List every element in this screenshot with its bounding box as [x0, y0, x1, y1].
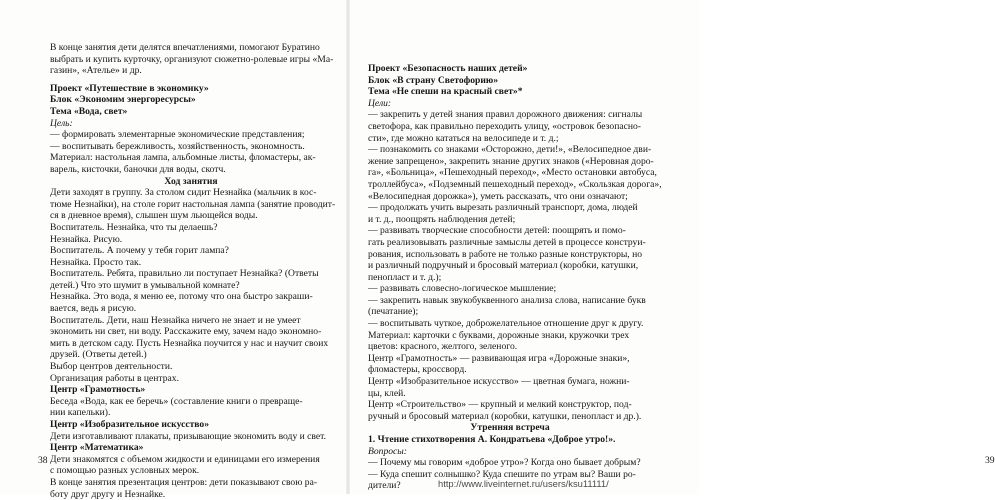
text-line: тюме Незнайки), на столе горит настольная лампа (занятие проводит-: [50, 198, 336, 210]
text-line: сти», где можно кататься на велосипеде и т. д.;: [368, 132, 559, 144]
text-line: Незнайка. Рисую.: [50, 233, 123, 245]
text-line: гать реализовывать различные замыслы детей в процессе конструи-: [368, 236, 646, 248]
text-line: Блок «В страну Светофорию»: [368, 74, 499, 86]
footnote-gap: [368, 492, 652, 500]
text-line: газин», «Ателье» и др.: [50, 65, 142, 77]
text-line: Выбор центров деятельности.: [50, 361, 173, 373]
text-line: ручный и бросовый материал (коробки, катушки, пенопласт и др.).: [368, 410, 642, 422]
text-line: — закрепить у детей знания правил дорожного движения: сигналы: [368, 109, 643, 121]
text-line: экономить ни свет, ни воду. Расскажите ему, зачем надо экономно-: [50, 326, 322, 338]
text-line: цы, клей.: [368, 387, 406, 399]
text-line: рования, использовать в работе не только разные конструкторы, но: [368, 248, 643, 260]
text-line: — развивать творческие способности детей: поощрять и помо-: [368, 225, 626, 237]
text-line: и различный подручный и бросовый материал (коробки, катушки,: [368, 260, 639, 272]
text-line: Центр «Строительство» — крупный и мелкий конструктор, под-: [368, 399, 632, 411]
text-line: и т. д., поощрять наблюдения детей;: [368, 213, 516, 225]
text-line: ся в дневное время), слышен шум льющейся воды.: [50, 210, 258, 222]
text-line: Воспитатель. А почему у тебя горит лампа?: [50, 245, 229, 257]
text-line: пенопласт и т. д.);: [368, 271, 442, 283]
text-line: — развивать словесно-логическое мышление;: [368, 283, 557, 295]
text-line: Дети заходят в группу. За столом сидит Незнайка (мальчик в кос-: [50, 187, 317, 199]
text-line: — познакомить со знаками «Осторожно, дети!», «Велосипедное дви-: [368, 144, 652, 156]
text-line: 1. Чтение стихотворения А. Кондратьева «Доброе утро!».: [368, 434, 616, 445]
text-line: — воспитывать бережливость, хозяйственность, экономность.: [50, 140, 305, 152]
text-line: Проект «Путешествие в экономику»: [50, 82, 209, 94]
text-line: друзей. (Ответы детей.): [50, 349, 147, 361]
text-line: Организация работы в центрах.: [50, 372, 179, 384]
text-line: светофора, как правильно переходить улицу, «островок безопасно-: [368, 120, 641, 132]
text-line: Цели:: [368, 97, 392, 109]
text-line: Незнайка. Это вода, я меню ее, потому что она быстро закраши-: [50, 291, 313, 303]
text-line: — воспитывать чуткое, доброжелательное отношение друг к другу.: [368, 318, 644, 330]
text-line: выбрать и купить курточку, организуют сюжетно-ролевые игры «Ма-: [50, 53, 334, 65]
text-line: — закрепить навык звукобуквенного анализа слова, написание букв: [368, 294, 646, 306]
text-line: Проект «Безопасность наших детей»: [368, 63, 528, 74]
text-line: варель, кисточки, баночки для воды, скотч.: [50, 163, 226, 175]
text-line: — Почему мы говорим «доброе утро»? Когда оно бывает добрым?: [368, 457, 641, 469]
text-line: Центр «Математика»: [50, 442, 144, 454]
text-line: жение запрещено», закрепить знание других знаков («Неровная доро-: [368, 155, 654, 167]
left-page-text: [50, 42, 336, 500]
text-line: боту друг другу и Незнайке.: [50, 488, 166, 500]
text-line: Блок «Экономим энергоресурсы»: [50, 94, 196, 106]
right-page-text: [368, 63, 662, 500]
text-line: нии капельки).: [50, 407, 111, 419]
text-line: Тема «Не спеши на красный свет»*: [368, 86, 523, 98]
text-line: Воспитатель. Дети, наш Незнайка ничего не знает и не умеет: [50, 314, 301, 326]
text-line: Беседа «Вода, как ее беречь» (составление книги о превраще-: [50, 395, 303, 407]
text-line: — формировать элементарные экономические представления;: [50, 129, 305, 141]
text-line: фломастеры, кроссворд.: [368, 364, 467, 376]
text-line: — продолжать учить вырезать различный транспорт, дома, людей: [368, 202, 638, 214]
text-line: Утренняя встреча: [470, 422, 550, 434]
text-line: Центр «Изобразительное искусство»: [50, 419, 210, 430]
text-line: Центр «Грамотность» — развивающая игра «Дорожные знаки»,: [368, 352, 630, 364]
right-page-number: 39: [985, 455, 995, 466]
text-line: Вопросы:: [368, 445, 407, 457]
right-page: [349, 0, 995, 494]
text-line: (печатание);: [368, 306, 419, 318]
text-line: дители?: [368, 480, 401, 492]
text-line: В конце занятия презентация центров: дети показывают свою ра-: [50, 476, 318, 488]
text-line: Дети изготавливают плакаты, призывающие экономить воду и свет.: [50, 430, 327, 442]
text-line: Воспитатель. Незнайка, что ты делаешь?: [50, 221, 218, 233]
text-line: детей.) Что это шумит в умывальной комнате?: [50, 279, 240, 291]
text-line: Центр «Изобразительное искусство» — цветная бумага, ножни-: [368, 376, 630, 388]
text-line: Материал: настольная лампа, альбомные листы, фломастеры, ак-: [50, 152, 316, 164]
text-line: Дети знакомятся с объемом жидкости и единицами его измерения: [50, 453, 320, 465]
text-line: Центр «Грамотность»: [50, 384, 146, 396]
text-line: Незнайка. Просто так.: [50, 256, 142, 268]
text-line: «Велосипедная дорожка»), уметь рассказать, что они означают;: [368, 190, 628, 202]
text-line: га», «Больница», «Пешеходный переход», «Место остановки автобуса,: [368, 167, 657, 179]
text-line: троллейбуса», «Подземный пешеходный переход», «Скользкая дорога»,: [368, 178, 662, 190]
text-line: цветов: красного, желтого, зеленого.: [368, 341, 518, 353]
text-line: Материал: карточки с буквами, дорожные знаки, кружочки трех: [368, 329, 630, 341]
text-line: — Куда спешит солнышко? Куда спешите по утрам вы? Ваши ро-: [368, 468, 636, 480]
text-line: В конце занятия дети делятся впечатлениями, помогают Буратино: [50, 42, 320, 53]
text-line: вается, ведь я рисую.: [50, 303, 137, 315]
text-line: Ход занятия: [164, 175, 218, 187]
text-line: с помощью разных условных мерок.: [50, 465, 200, 477]
left-page-number: 38: [38, 455, 48, 466]
left-page: [0, 0, 349, 500]
text-line: Воспитатель. Ребята, правильно ли поступает Незнайка? (Ответы: [50, 268, 319, 280]
text-line: Цель:: [50, 117, 73, 129]
text-line: Тема «Вода, свет»: [50, 105, 128, 117]
watermark-url: http://www.liveinternet.ru/users/ksu11111/: [438, 478, 609, 489]
text-line: мить в детском саду. Пусть Незнайка поучится у нас и научит своих: [50, 337, 329, 349]
